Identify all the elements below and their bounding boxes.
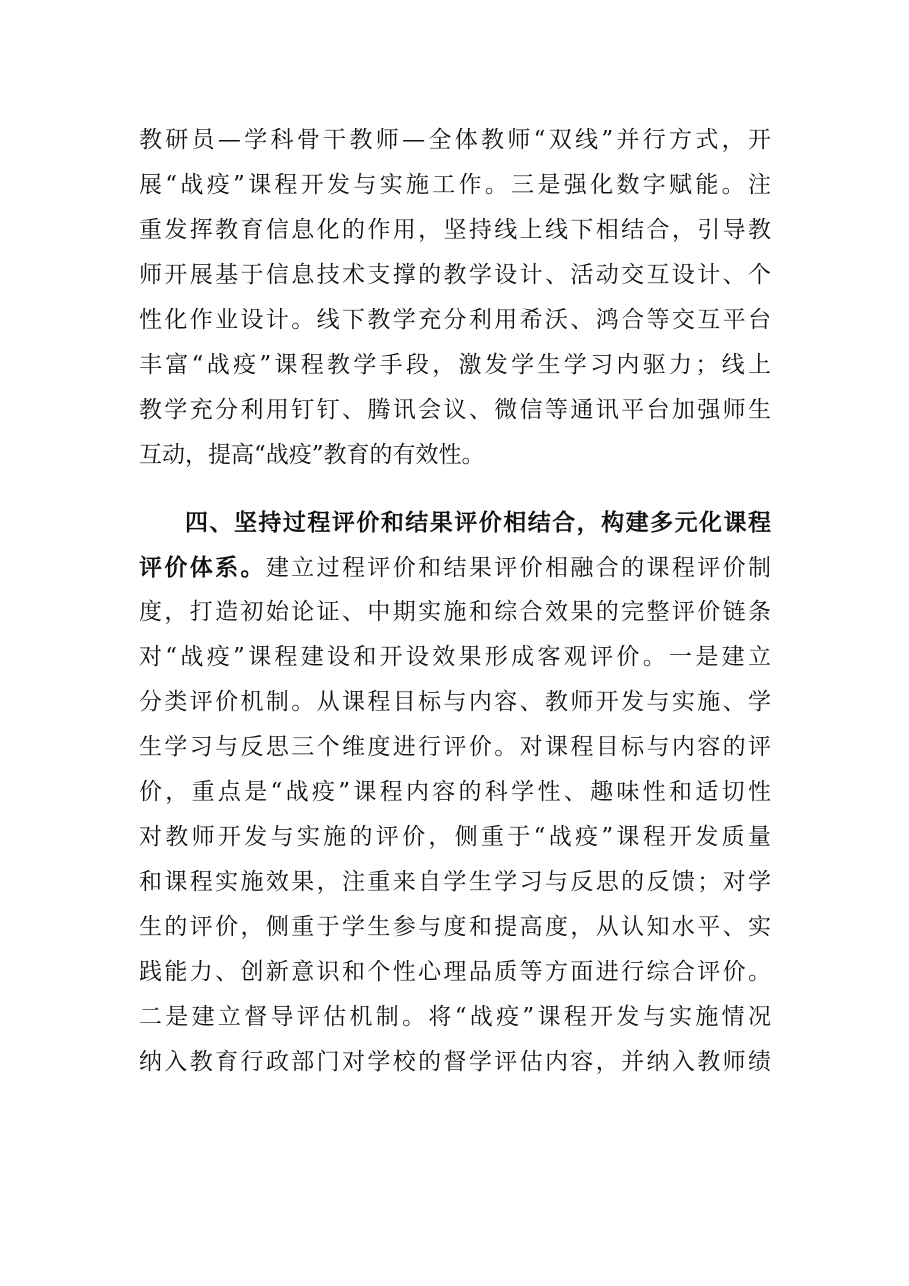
text-line: 二是建立督导评估机制。将“战疫”课程开发与实施情况 bbox=[139, 1004, 771, 1030]
text-line: 重发挥教育信息化的作用，坚持线上线下相结合，引导教 bbox=[139, 217, 771, 243]
text-line: 对“战疫”课程建设和开设效果形成客观评价。一是建立 bbox=[139, 644, 771, 670]
text-segment: 建立过程评价和结果评价相融合的课程评价制 bbox=[265, 555, 771, 581]
text-line: 性化作业设计。线下教学充分利用希沃、鸿合等交互平台 bbox=[139, 307, 771, 333]
document-page bbox=[139, 118, 771, 1085]
text-line: 互动，提高“战疫”教育的有效性。 bbox=[139, 442, 485, 468]
text-line: 度，打造初始论证、中期实施和综合效果的完整评价链条 bbox=[139, 599, 771, 625]
text-line: 价，重点是“战疫”课程内容的科学性、趣味性和适切性 bbox=[139, 779, 771, 805]
text-line: 分类评价机制。从课程目标与内容、教师开发与实施、学 bbox=[139, 689, 771, 715]
text-line: 丰富“战疫”课程教学手段，激发学生学习内驱力；线上 bbox=[139, 352, 771, 378]
section-heading: 四、坚持过程评价和结果评价相结合，构建多元化课程 bbox=[185, 509, 771, 536]
text-line: 生的评价，侧重于学生参与度和提高度，从认知水平、实 bbox=[139, 914, 771, 940]
text-line: 践能力、创新意识和个性心理品质等方面进行综合评价。 bbox=[139, 959, 771, 985]
text-line bbox=[139, 545, 771, 590]
text-line: 纳入教育行政部门对学校的督学评估内容，并纳入教师绩 bbox=[139, 1049, 771, 1075]
paragraph-1 bbox=[139, 118, 771, 478]
text-line: 生学习与反思三个维度进行评价。对课程目标与内容的评 bbox=[139, 734, 771, 760]
text-line: 展“战疫”课程开发与实施工作。三是强化数字赋能。注 bbox=[139, 172, 771, 198]
section-heading-continued: 评价体系。 bbox=[139, 554, 266, 581]
paragraph-gap bbox=[139, 478, 771, 500]
text-line: 对教师开发与实施的评价，侧重于“战疫”课程开发质量 bbox=[139, 824, 771, 850]
text-line: 教研员—学科骨干教师—全体教师“双线”并行方式，开 bbox=[139, 127, 771, 153]
paragraph-2 bbox=[139, 500, 771, 1085]
text-line: 和课程实施效果，注重来自学生学习与反思的反馈；对学 bbox=[139, 869, 771, 895]
text-line: 师开展基于信息技术支撑的教学设计、活动交互设计、个 bbox=[139, 262, 771, 288]
text-line: 教学充分利用钉钉、腾讯会议、微信等通讯平台加强师生 bbox=[139, 397, 771, 423]
